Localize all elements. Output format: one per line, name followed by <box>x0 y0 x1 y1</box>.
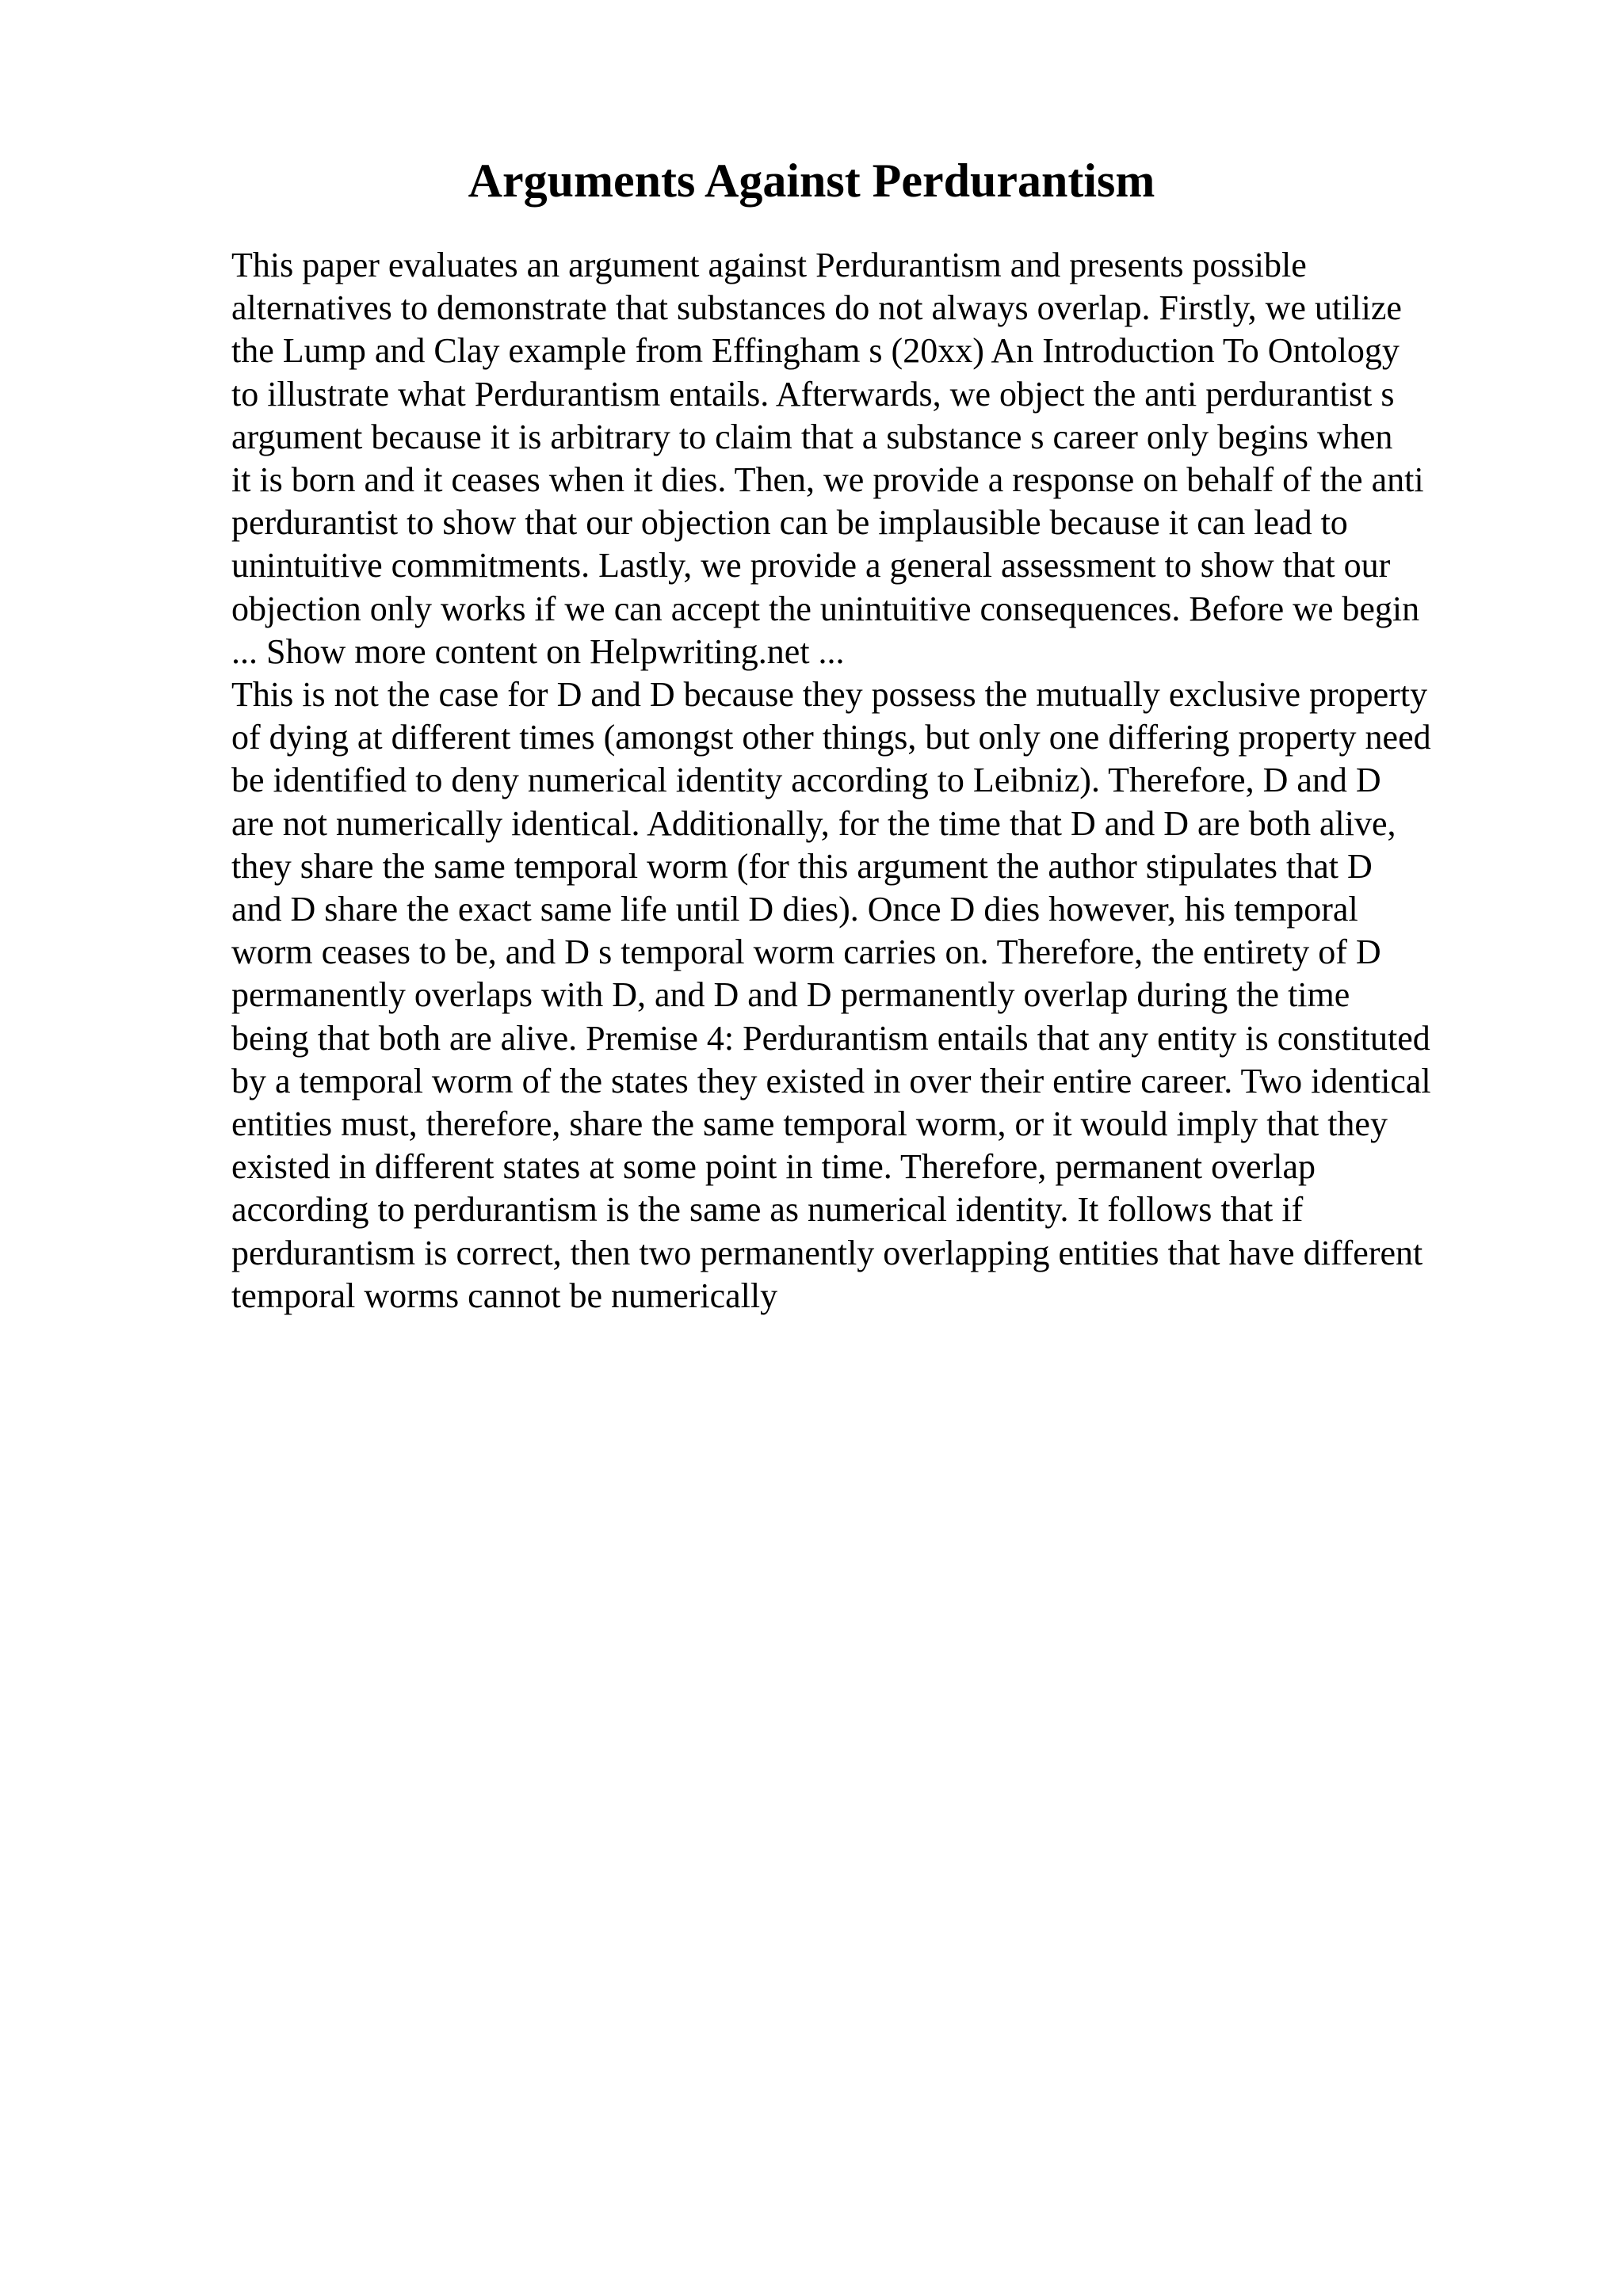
body-line: perdurantist to show that our objection can be implausible because it can lead to <box>231 503 1348 543</box>
body-line: being that both are alive. Premise 4: Perdurantism entails that any entity is constituted <box>231 1018 1430 1058</box>
body-line: temporal worms cannot be numerically <box>231 1276 778 1315</box>
body-line: This paper evaluates an argument against Perdurantism and presents possible <box>231 246 1307 284</box>
body-line: unintuitive commitments. Lastly, we provide a general assessment to show that our <box>231 546 1391 585</box>
body-line: are not numerically identical. Additionally, for the time that D and D are both alive, <box>231 803 1396 843</box>
document-body <box>231 244 1515 1318</box>
body-line: entities must, therefore, share the same temporal worm, or it would imply that they <box>231 1104 1388 1144</box>
body-line: according to perdurantism is the same as numerical identity. It follows that if <box>231 1190 1304 1230</box>
body-line: perdurantism is correct, then two permanently overlapping entities that have different <box>231 1233 1423 1272</box>
body-line: alternatives to demonstrate that substances do not always overlap. Firstly, we utilize <box>231 288 1402 328</box>
show-more-line: ... Show more content on Helpwriting.net ... <box>231 631 845 671</box>
body-line: the Lump and Clay example from Effingham s (20xx) An Introduction To Ontology <box>231 331 1400 371</box>
body-line: argument because it is arbitrary to claim that a substance s career only begins when <box>231 417 1393 456</box>
body-line: objection only works if we can accept the unintuitive consequences. Before we begin <box>231 589 1420 628</box>
body-line: be identified to deny numerical identity according to Leibniz). Therefore, D and D <box>231 761 1381 800</box>
body-line: existed in different states at some point in time. Therefore, permanent overlap <box>231 1147 1316 1187</box>
body-line: it is born and it ceases when it dies. Then, we provide a response on behalf of the anti <box>231 460 1424 500</box>
document-title: Arguments Against Perdurantism <box>468 154 1155 207</box>
body-line: and D share the exact same life until D dies). Once D dies however, his temporal <box>231 890 1358 929</box>
body-line: they share the same temporal worm (for this argument the author stipulates that D <box>231 846 1373 886</box>
body-line: by a temporal worm of the states they existed in over their entire career. Two identical <box>231 1061 1431 1100</box>
body-line: This is not the case for D and D because they possess the mutually exclusive property <box>231 675 1428 715</box>
body-line: worm ceases to be, and D s temporal worm carries on. Therefore, the entirety of D <box>231 933 1381 972</box>
body-line: to illustrate what Perdurantism entails. Afterwards, we object the anti perdurantist s <box>231 374 1395 414</box>
body-line: permanently overlaps with D, and D and D permanently overlap during the time <box>231 975 1350 1015</box>
body-line: of dying at different times (amongst other things, but only one differing property need <box>231 718 1431 757</box>
